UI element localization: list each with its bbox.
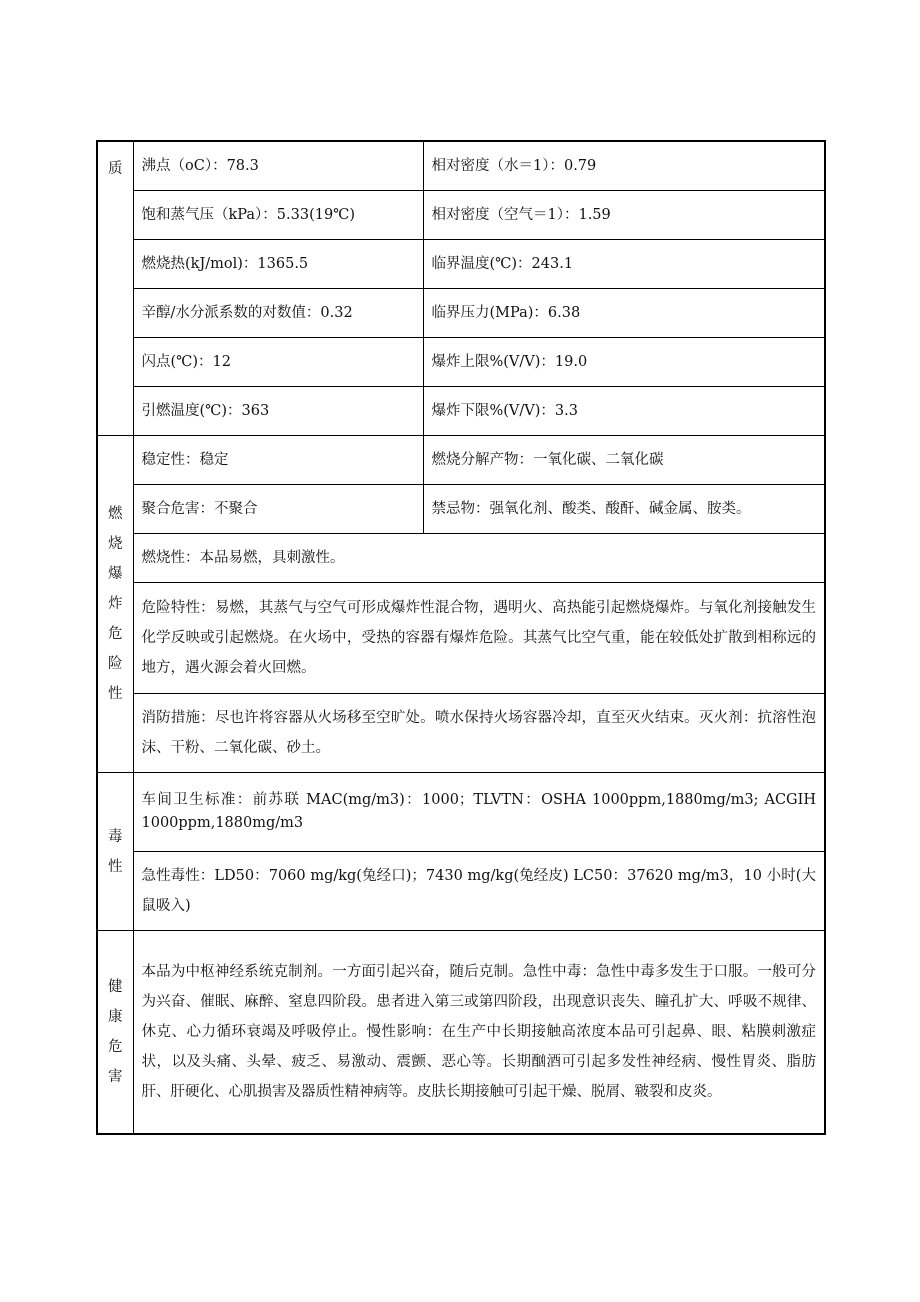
acute-toxicity: 急性毒性：LD50：7060 mg/kg(兔经口)；7430 mg/kg(兔经皮) LC50：37620 mg/m3，10 小时(大鼠吸入) — [133, 852, 825, 931]
decomposition-products: 燃烧分解产物：一氧化碳、二氧化碳 — [423, 436, 825, 485]
flammability: 燃烧性：本品易燃，具刺激性。 — [133, 534, 825, 583]
table-row — [97, 436, 825, 485]
table-row — [97, 387, 825, 436]
table-row — [97, 485, 825, 534]
section-label-health: 健康危害 — [97, 931, 133, 1135]
table-row — [97, 583, 825, 694]
polymerization-hazard: 聚合危害：不聚合 — [133, 485, 423, 534]
table-row — [97, 240, 825, 289]
relative-density-air: 相对密度（空气＝1）：1.59 — [423, 191, 825, 240]
table-row — [97, 773, 825, 852]
ignition-temperature: 引燃温度(℃)：363 — [133, 387, 423, 436]
octanol-water-partition: 辛醇/水分派系数的对数值：0.32 — [133, 289, 423, 338]
critical-temperature: 临界温度(℃)：243.1 — [423, 240, 825, 289]
upper-explosive-limit: 爆炸上限%(V/V)：19.0 — [423, 338, 825, 387]
table-row — [97, 338, 825, 387]
msds-table — [96, 140, 826, 1135]
table-row — [97, 931, 825, 1135]
table-row — [97, 694, 825, 773]
section-label-fire: 燃烧爆炸危险性 — [97, 436, 133, 773]
section-label-toxicity: 毒性 — [97, 773, 133, 931]
lower-explosive-limit: 爆炸下限%(V/V)：3.3 — [423, 387, 825, 436]
firefighting-measures: 消防措施：尽也许将容器从火场移至空旷处。喷水保持火场容器冷却，直至灭火结束。灭火剂：抗溶性泡沫、干粉、二氧化碳、砂土。 — [133, 694, 825, 773]
hazard-characteristics: 危险特性：易燃，其蒸气与空气可形成爆炸性混合物，遇明火、高热能引起燃烧爆炸。与氧化剂接触发生化学反映或引起燃烧。在火场中，受热的容器有爆炸危险。其蒸气比空气重，能在较低处扩散到相称远的地方，遇火源会着火回燃。 — [133, 583, 825, 694]
boiling-point: 沸点（oC）：78.3 — [133, 141, 423, 191]
workplace-hygiene-standard: 车间卫生标准：前苏联 MAC(mg/m3)：1000；TLVTN：OSHA 1000ppm,1880mg/m3; ACGIH 1000ppm,1880mg/m3 — [133, 773, 825, 852]
flash-point: 闪点(℃)：12 — [133, 338, 423, 387]
table-row — [97, 141, 825, 191]
incompatible-materials: 禁忌物：强氧化剂、酸类、酸酐、碱金属、胺类。 — [423, 485, 825, 534]
critical-pressure: 临界压力(MPa)：6.38 — [423, 289, 825, 338]
table-row — [97, 191, 825, 240]
stability: 稳定性：稳定 — [133, 436, 423, 485]
combustion-heat: 燃烧热(kJ/mol)：1365.5 — [133, 240, 423, 289]
table-row — [97, 534, 825, 583]
vapor-pressure: 饱和蒸气压（kPa）：5.33(19℃) — [133, 191, 423, 240]
section-label-properties: 质 — [97, 141, 133, 436]
relative-density-water: 相对密度（水＝1）：0.79 — [423, 141, 825, 191]
health-hazard-text: 本品为中枢神经系统克制剂。一方面引起兴奋，随后克制。急性中毒：急性中毒多发生于口服。一般可分为兴奋、催眠、麻醉、窒息四阶段。患者进入第三或第四阶段，出现意识丧失、瞳孔扩大、呼吸不规律、休克、心力循环衰竭及呼吸停止。慢性影响：在生产中长期接触高浓度本品可引起鼻、眼、粘膜刺激症状，以及头痛、头晕、疲乏、易激动、震颤、恶心等。长期酗酒可引起多发性神经病、慢性胃炎、脂肪肝、肝硬化、心肌损害及器质性精神病等。皮肤长期接触可引起干燥、脱屑、皲裂和皮炎。 — [133, 931, 825, 1135]
table-row — [97, 289, 825, 338]
table-row — [97, 852, 825, 931]
